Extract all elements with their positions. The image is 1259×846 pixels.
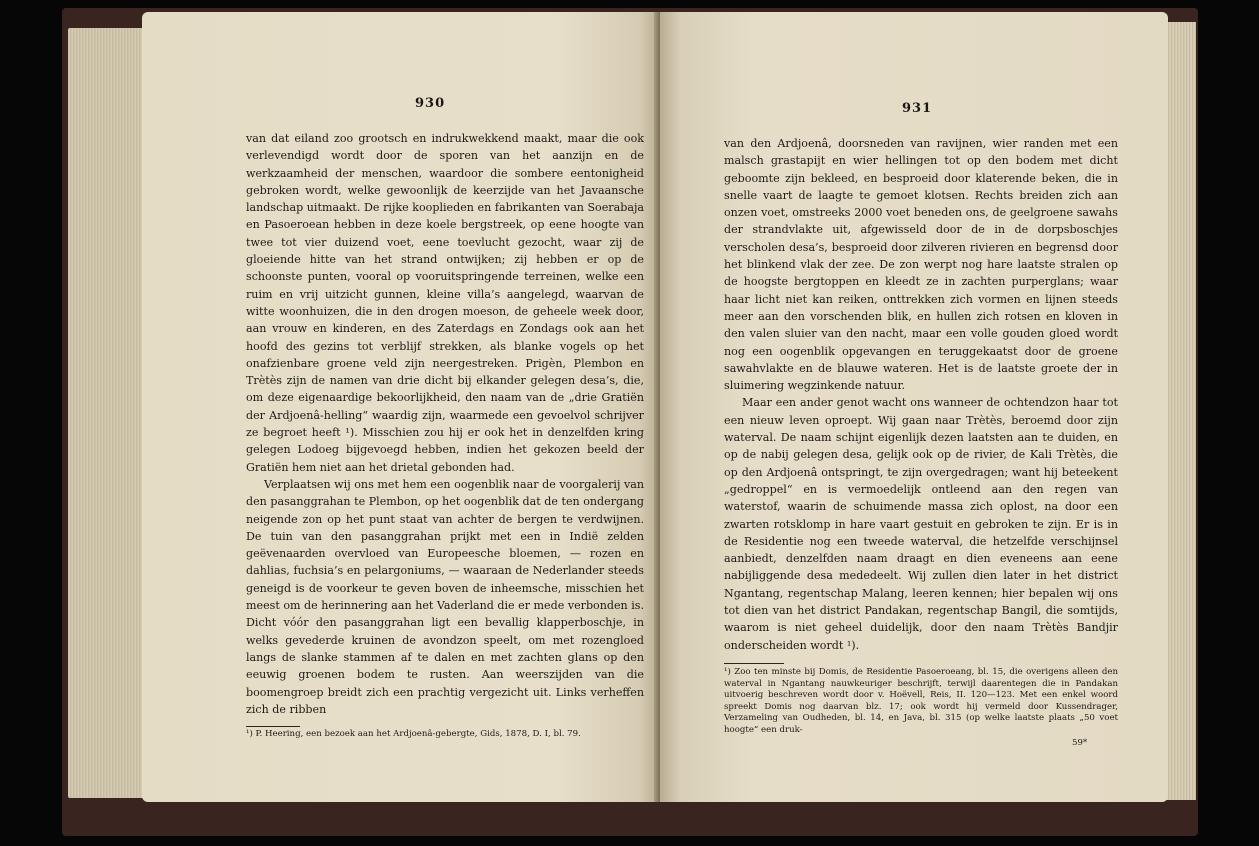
left-page xyxy=(142,12,660,802)
left-body-text xyxy=(246,130,644,718)
footnote-rule xyxy=(724,663,784,664)
printer-signature: 59* xyxy=(1072,738,1088,748)
page-number: 931 xyxy=(902,101,933,116)
footnote xyxy=(246,729,644,741)
paragraph: van den Ardjoenâ, doorsneden van ravijnen, wier randen met een malsch grastapijt en wier hellingen tot op den bodem met dicht geboomte zijn bekleed, en besproeid door klaterende beken, die in snelle vaart de laagte te gemoet klotsen. Rechts breiden zich aan onzen voet, omstreeks 2000 voet beneden ons, de geelgroene sawahs der strandvlakte uit, afgewisseld door de in de dorpsboschjes verscholen desa’s, besproeid door zilveren rivieren en begrensd door het blinkend vlak der zee. De zon werpt nog hare laatste stralen op de hoogste bergtoppen en kleedt ze in zachten purperglans; waar haar licht niet kan reiken, onttrekken zich vormen en lijnen steeds meer aan den vorschenden blik, en hullen zich rotsen en kloven in den valen sluier van den nacht, maar een volle gouden gloed wordt nog een oogenblik opgevangen en teruggekaatst door de groene sawahvlakte en de blauwe wateren. Het is de laatste groete der in sluimering wegzinkende natuur. xyxy=(724,137,1118,393)
paragraph: Maar een ander genot wacht ons wanneer de ochtendzon haar tot een nieuw leven oproept. Wij gaan naar Trètès, beroemd door zijn waterval. De naam schijnt eigenlijk dezen laatsten aan te duiden, en op de nabij gelegen desa, gelijk ook op de rivier, de Kali Trètès, die op den Ardjoenâ ontspringt, te zijn overgedragen; want hij beteekent „gedroppel“ en is vermoedelijk ontleend aan den regen van waterstof, waarin de schuimende massa zich oplost, na door een zwarten rotsklomp in hare vaart gestuit en gebroken te zijn. Er is in de Residentie nog een tweede waterval, die hetzelfde verschijnsel aanbiedt, denzelfden naam draagt en dien eveneens aan eene nabijliggende desa mededeelt. Wij zullen dien later in het district Ngantang, regentschap Malang, leeren kennen; hier bepalen wij ons tot dien van het district Pandakan, regentschap Bangil, die somtijds, waarom is niet geheel duidelijk, door den naam Trètès Bandjir onderscheiden wordt ¹). xyxy=(724,396,1118,652)
footnote-rule xyxy=(246,726,300,727)
right-page xyxy=(660,12,1168,802)
paragraph: Verplaatsen wij ons met hem een oogenblik naar de voorgalerij van den pasanggrahan te Plembon, op het oogenblik dat de ten ondergang neigende zon op het punt staat van achter de bergen te verdwijnen. De tuin van den pasanggrahan prijkt met een in Indië zelden geëvenaarden overvloed van Europeesche bloemen, — rozen en dahlias, fuchsia’s en pelargoniums, — waaraan de Nederlander steeds geneigd is de voorkeur te geven boven de inheemsche, misschien het meest om de herinnering aan het Vaderland die er mede verbonden is. Dicht vóór den pasanggrahan ligt een bevallig klapperboschje, in welks gevederde kruinen de avondzon speelt, om met rozengloed langs de slanke stammen af te dalen en met zachten glans op den eeuwig groenen bodem te rusten. Aan weerszijden van die boomengroep breidt zich een prachtig vergezicht uit. Links verheffen zich de ribben xyxy=(246,477,644,716)
footnote-text: ¹) Zoo ten minste bij Domis, de Residentie Pasoeroeang, bl. 15, die overigens alleen den waterval in Ngantang nauwkeuriger beschrijft, terwijl daarentegen die in Pandakan uitvoerig beschreven wordt door v. Hoëvell, Reis, II. 120—123. Met een enkel woord spreekt Domis nog daarvan blz. 17; ook wordt hij vermeld door Kussendrager, Verzameling van Oudheden, bl. 14, en Java, bl. 315 (op welke laatste plaats „50 voet hoogte“ een druk- xyxy=(724,667,1118,735)
page-number: 930 xyxy=(415,96,446,111)
footnote-text: ¹) P. Heering, een bezoek aan het Ardjoenâ-gebergte, Gids, 1878, D. I, bl. 79. xyxy=(246,729,581,739)
right-body-text xyxy=(724,135,1118,654)
paragraph: van dat eiland zoo grootsch en indrukwekkend maakt, maar die ook verlevendigd wordt door de sporen van het aanzijn en de werkzaamheid der menschen, waardoor die sombere eentonigheid gebroken wordt, welke gewoonlijk de keerzijde van het Javaansche landschap uitmaakt. De rijke kooplieden en fabrikanten van Soerabaja en Pasoeroean hebben in deze koele bergstreek, op eene hoogte van twee tot vier duizend voet, eene toevlucht gezocht, waar zij de gloeiende hitte van het strand ontwijken; zij hebben er op de schoonste punten, vooral op vooruitspringende terreinen, welke een ruim en vrij uitzicht gunnen, kleine villa’s aangelegd, waarvan de witte woonhuizen, die in den drogen moeson, de geheele week door, aan vrouw en kinderen, en des Zaterdags en Zondags ook aan het hoofd des gezins tot verblijf strekken, als blanke vogels op het onafzienbare groene veld zijn neergestreken. Prigèn, Plembon en Trètès zijn de namen van drie dicht bij elkander gelegen desa’s, die, om deze eigenaardige bekoorlijkheid, den naam van de „drie Gratiën der Ardjoenâ-helling“ waardig zijn, waarmede een gevoelvol schrijver ze begroet heeft ¹). Misschien zou hij er ook het in denzelfden kring gelegen Lodoeg bijgevoegd hebben, indien het gekozen beeld der Gratiën hem niet aan het drietal gebonden had. xyxy=(246,132,644,474)
footnote xyxy=(724,667,1118,737)
